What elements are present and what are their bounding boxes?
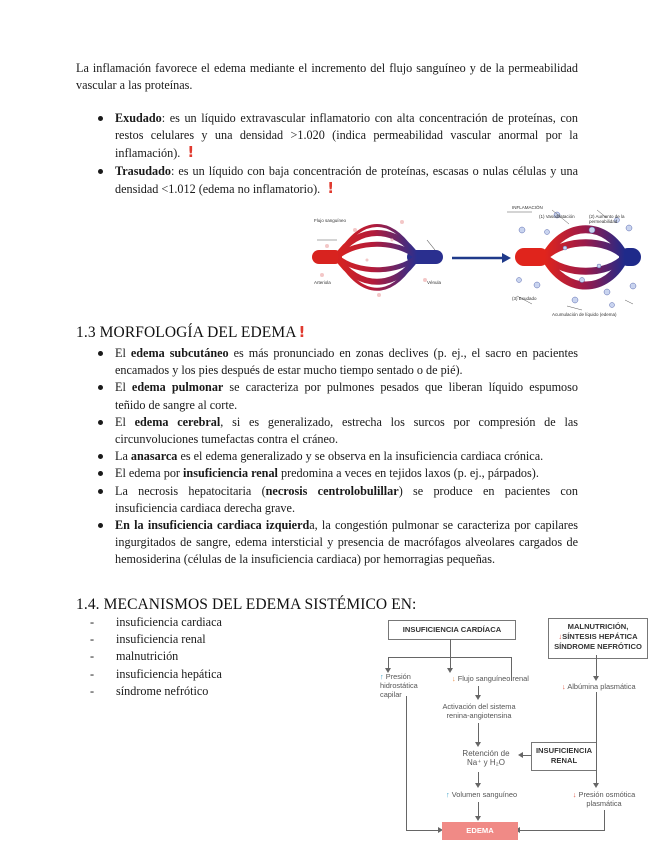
- list-item-bold: insuficiencia renal: [183, 466, 278, 481]
- list-item: [76, 379, 578, 413]
- list-item-text: La: [115, 449, 131, 464]
- list-item-text: a, la congestión pulmonar se caracteriza por capilares ingurgitados de sangre, edema intersticial y presencia de macrófagos alveolares cargados de hemosiderina (células de la insuficiencia cardiaca) por hemorragias pequeñas.: [115, 518, 578, 567]
- fig-label-edema: Acumulación de líquido (edema): [552, 312, 617, 317]
- mechanisms-list: [90, 614, 222, 700]
- fig-label-2: (2) Aumento de la permeabilidad: [589, 214, 625, 224]
- intro-paragraph: [76, 60, 578, 94]
- list-item-text: : es un líquido extravascular inflamatorio con alta concentración de proteínas, con restos celulares y una densidad >1.020 (indica permeabilidad vascular anormal por la inflamación).: [115, 111, 578, 161]
- term-exudado: Exudado: [115, 111, 162, 125]
- node-text: Presión osmótica plasmática: [578, 790, 636, 808]
- list-item-text: , si es generalizado, estrecha los surcos por compresión de las circunvoluciones tumefactas contra el cráneo.: [115, 414, 578, 447]
- inflamed-vessels: [507, 210, 641, 310]
- box-label: EDEMA: [466, 826, 494, 835]
- edema-mechanism-flowchart: [378, 612, 655, 848]
- list-item: - insuficiencia hepática: [90, 666, 222, 683]
- list-item-bold: edema subcutáneo: [130, 346, 229, 360]
- box-label-text: SÍNTESIS HEPÁTICA: [562, 632, 638, 641]
- list-item-text: ) se produce en pacientes con insuficiencia cardiaca derecha grave.: [115, 483, 578, 515]
- fig-label-arteriola: Arteriola: [314, 280, 331, 285]
- presion-hidrostatica: [380, 672, 432, 699]
- section-title-text: 1.4. MECANISMOS DEL EDEMA SISTÉMICO EN:: [76, 596, 417, 613]
- term-trasudado: Trasudado: [115, 163, 171, 178]
- list-item-text: El edema por: [115, 466, 184, 481]
- list-item: - malnutrición: [90, 648, 222, 665]
- section-title-1-4: [76, 596, 416, 613]
- arrow-down-icon: ↓: [452, 674, 456, 683]
- list-item: - insuficiencia cardiaca: [90, 614, 222, 631]
- fig-label-venula: Vénula: [427, 280, 442, 285]
- list-item-text: El: [115, 414, 135, 429]
- box-insuficiencia-renal: [531, 742, 597, 771]
- section-title-1-3: [76, 324, 306, 341]
- box-label: INSUFICIENCIA CARDÍACA: [402, 625, 502, 634]
- list-item-text: predomina a veces en tejidos laxos (p. ej., párpados).: [277, 466, 539, 481]
- arrow-right-icon: [502, 253, 511, 263]
- box-malnutricion: [548, 618, 648, 659]
- vascular-figure: [307, 200, 642, 330]
- presion-osmotica: [564, 790, 644, 808]
- arrow-up-icon: ↑: [446, 790, 450, 799]
- list-item-bold: necrosis centrolobulillar: [265, 483, 399, 498]
- box-insuficiencia-cardiaca: [388, 620, 516, 640]
- box-label: SÍNDROME NEFRÓTICO: [554, 642, 642, 651]
- exclamation-icon: !: [298, 323, 306, 341]
- exclamation-icon: !: [187, 143, 195, 162]
- volumen-sanguineo: [446, 790, 536, 799]
- flujo-sanguineo-renal: [452, 674, 542, 683]
- exclamation-icon: !: [327, 178, 335, 197]
- arrow-down-icon: ↓: [558, 632, 563, 641]
- list-item-text: es más pronunciado en zonas declives (p. ej., el sacro en pacientes encamados y los pies después de estar mucho tiempo sentado o de pié).: [115, 346, 578, 378]
- list-item-text: se caracteriza por pulmones pesados que liberan líquido espumoso teñido de sangre al corte.: [115, 380, 578, 412]
- list-item-text: El: [115, 380, 132, 395]
- list-item: - síndrome nefrótico: [90, 683, 222, 700]
- list-item-text: : es un líquido con baja concentración de proteínas, escasas o nulas células y una densidad <1.012 (edema no inflamatorio).: [115, 163, 578, 196]
- arrow-up-icon: ↑: [380, 672, 384, 681]
- list-item-bold: En la insuficiencia cardiaca izquierd: [115, 518, 310, 533]
- list-item: [76, 517, 578, 569]
- activacion-sistema: [440, 702, 518, 720]
- normal-vessels: [312, 220, 443, 297]
- node-text: Retención de: [462, 749, 510, 758]
- node-text: Presión hidrostática capilar: [380, 672, 418, 699]
- list-item: [76, 465, 578, 482]
- fig-label-1: (1) Vasodilatación: [539, 214, 575, 219]
- list-item: [76, 483, 578, 517]
- section-title-text: 1.3 MORFOLOGÍA DEL EDEMA: [76, 324, 297, 341]
- list-item-bold: anasarca: [130, 449, 178, 464]
- list-item: [76, 414, 578, 448]
- list-item-bold: edema cerebral: [134, 414, 221, 429]
- box-label: INSUFICIENCIA: [535, 746, 593, 755]
- albumina-plasmatica: [562, 682, 652, 691]
- fig-label-flow: Flujo sanguíneo: [314, 218, 347, 223]
- node-text: Albúmina plasmática: [567, 682, 636, 691]
- list-item: - insuficiencia renal: [90, 631, 222, 648]
- retencion-na-h2o: [452, 749, 520, 767]
- arrow-down-icon: ↓: [572, 790, 577, 799]
- list-item: [76, 448, 578, 465]
- intro-text: La inflamación favorece el edema mediante el incremento del flujo sanguíneo y de la permeabilidad vascular a las proteínas.: [76, 61, 578, 93]
- list-item: [76, 163, 578, 198]
- box-label: [549, 632, 647, 642]
- arrow-down-icon: ↓: [562, 682, 566, 691]
- morphology-list: [76, 345, 578, 569]
- fig-label-3: (3) Exudado: [512, 296, 537, 301]
- list-item-text: La necrosis hepatocitaria (: [115, 483, 266, 498]
- node-text: Na⁺ y H₂O: [467, 758, 505, 767]
- node-text: Activación del sistema renina-angiotensina: [442, 702, 516, 720]
- fig-label-inflamacion: INFLAMACIÓN: [512, 205, 543, 210]
- list-item-text: es el edema generalizado y se observa en la insuficiencia cardiaca crónica.: [177, 449, 544, 464]
- list-item-text: El: [115, 346, 131, 360]
- box-label: MALNUTRICIÓN,: [567, 622, 629, 631]
- box-edema: [442, 822, 518, 840]
- node-text: Volumen sanguíneo: [451, 790, 518, 799]
- list-item: [76, 345, 578, 379]
- node-text: Flujo sanguíneo renal: [457, 674, 529, 683]
- box-label: RENAL: [550, 756, 578, 765]
- list-item: [76, 110, 578, 163]
- fluid-types-list: [76, 110, 578, 198]
- list-item-bold: edema pulmonar: [131, 380, 224, 395]
